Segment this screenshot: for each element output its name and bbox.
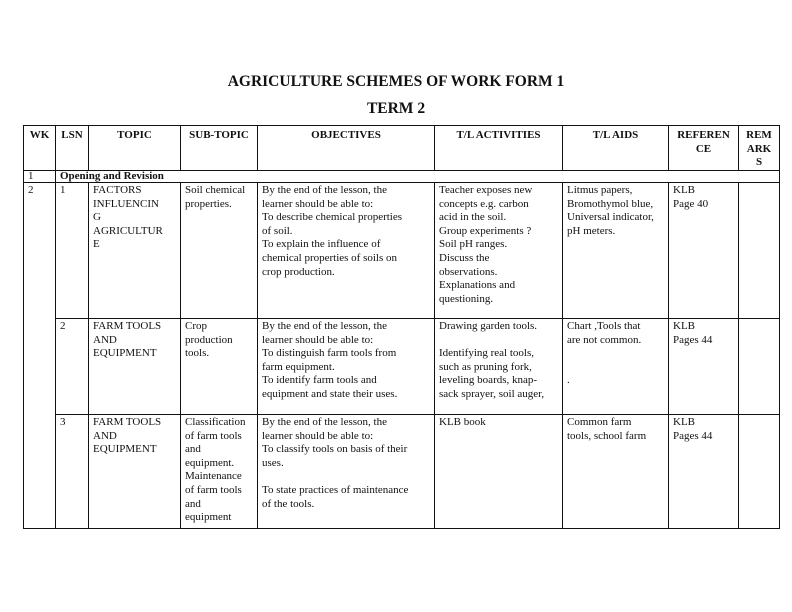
header-objectives: OBJECTIVES xyxy=(258,126,435,171)
aids-cell: Common farm tools, school farm xyxy=(563,415,669,529)
header-lsn: LSN xyxy=(56,126,89,171)
reference-cell: KLB Pages 44 xyxy=(669,415,739,529)
header-topic: TOPIC xyxy=(89,126,181,171)
aids-cell: Litmus papers, Bromothymol blue, Universal indicator, pH meters. xyxy=(563,183,669,319)
table-row xyxy=(24,183,780,319)
week-cell: 2 xyxy=(24,183,56,529)
remarks-cell xyxy=(739,183,780,319)
table-row xyxy=(24,319,780,415)
lesson-cell: 1 xyxy=(56,183,89,319)
opening-week: 1 xyxy=(24,171,56,183)
header-reference: REFEREN CE xyxy=(669,126,739,171)
activities-cell: Teacher exposes new concepts e.g. carbon acid in the soil. Group experiments ? Soil pH ranges. Discuss the observations. Explanations and questioning. xyxy=(435,183,563,319)
header-subtopic: SUB-TOPIC xyxy=(181,126,258,171)
lesson-cell: 2 xyxy=(56,319,89,415)
topic-cell: FARM TOOLS AND EQUIPMENT xyxy=(89,415,181,529)
activities-cell: Drawing garden tools. Identifying real tools, such as pruning fork, leveling boards, knap- sack sprayer, soil auger, xyxy=(435,319,563,415)
table-row xyxy=(24,415,780,529)
opening-label: Opening and Revision xyxy=(56,171,780,183)
subtopic-cell: Crop production tools. xyxy=(181,319,258,415)
objectives-cell: By the end of the lesson, the learner should be able to: To classify tools on basis of their uses. To state practices of maintenance of the tools. xyxy=(258,415,435,529)
objectives-cell: By the end of the lesson, the learner should be able to: To distinguish farm tools from farm equipment. To identify farm tools and equipment and state their uses. xyxy=(258,319,435,415)
topic-cell: FACTORS INFLUENCIN G AGRICULTUR E xyxy=(89,183,181,319)
objectives-cell: By the end of the lesson, the learner should be able to: To describe chemical properties of soil. To explain the influence of chemical properties of soils on crop production. xyxy=(258,183,435,319)
header-wk: WK xyxy=(24,126,56,171)
activities-cell: KLB book xyxy=(435,415,563,529)
subtopic-cell: Soil chemical properties. xyxy=(181,183,258,319)
header-remarks: REM ARK S xyxy=(739,126,780,171)
header-activities: T/L ACTIVITIES xyxy=(435,126,563,171)
reference-cell: KLB Page 40 xyxy=(669,183,739,319)
remarks-cell xyxy=(739,319,780,415)
document-title: AGRICULTURE SCHEMES OF WORK FORM 1 xyxy=(227,73,565,90)
document-subtitle: TERM 2 xyxy=(366,100,426,117)
header-aids: T/L AIDS xyxy=(563,126,669,171)
aids-cell: Chart ,Tools that are not common. . xyxy=(563,319,669,415)
lesson-cell: 3 xyxy=(56,415,89,529)
table-header-row xyxy=(24,126,780,171)
topic-cell: FARM TOOLS AND EQUIPMENT xyxy=(89,319,181,415)
subtopic-cell: Classification of farm tools and equipment. Maintenance of farm tools and equipment xyxy=(181,415,258,529)
remarks-cell xyxy=(739,415,780,529)
opening-row xyxy=(24,171,780,183)
scheme-of-work-table xyxy=(23,125,780,529)
reference-cell: KLB Pages 44 xyxy=(669,319,739,415)
